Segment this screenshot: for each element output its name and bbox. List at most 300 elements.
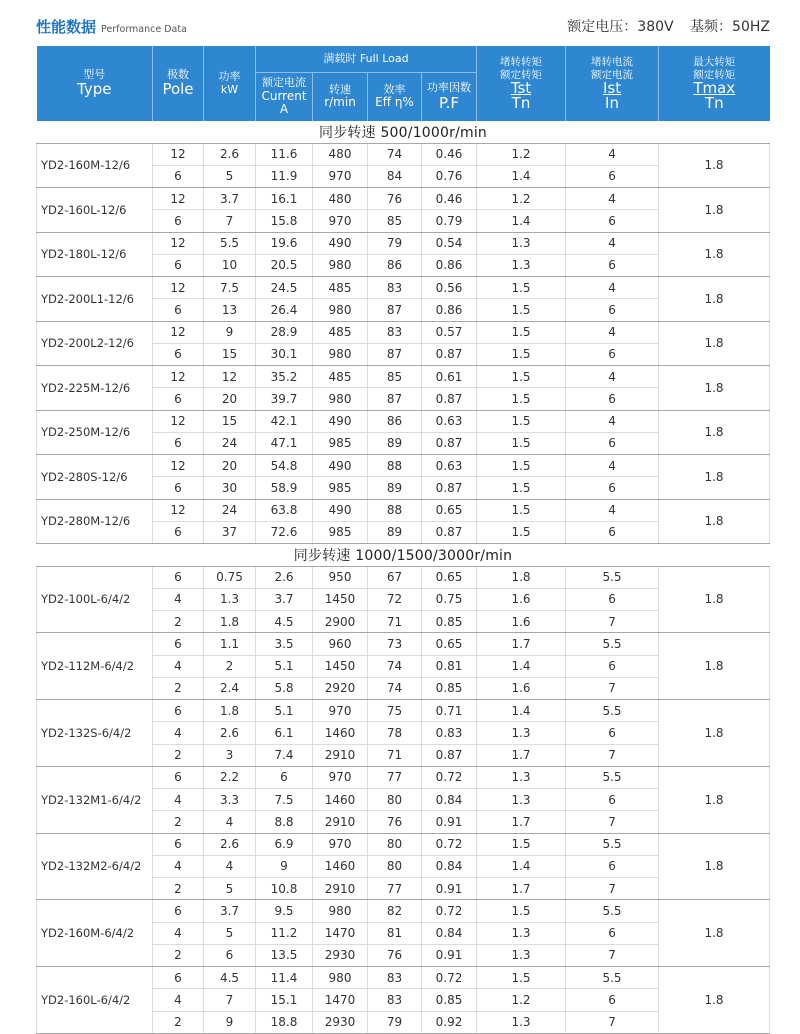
cell-current: 15.1 bbox=[256, 989, 313, 1011]
cell-power-factor: 0.65 bbox=[422, 633, 477, 655]
cell-tst-ratio: 1.3 bbox=[477, 232, 566, 254]
col-full-load: 满载时 Full Load bbox=[256, 46, 477, 73]
cell-ist-ratio: 6 bbox=[566, 722, 659, 744]
cell-ist-ratio: 5.5 bbox=[566, 700, 659, 722]
cell-current: 16.1 bbox=[256, 188, 313, 210]
cell-power: 5 bbox=[204, 878, 256, 900]
cell-pole: 2 bbox=[153, 744, 204, 766]
cell-ist-ratio: 5.5 bbox=[566, 967, 659, 989]
cell-current: 11.9 bbox=[256, 165, 313, 187]
cell-tst-ratio: 1.5 bbox=[477, 499, 566, 521]
table-row bbox=[37, 455, 770, 477]
cell-tmax-ratio: 1.8 bbox=[659, 143, 770, 188]
cell-efficiency: 73 bbox=[368, 633, 422, 655]
model-type: YD2-132M2-6/4/2 bbox=[37, 833, 153, 900]
cell-speed: 2930 bbox=[313, 1011, 368, 1033]
cell-current: 13.5 bbox=[256, 944, 313, 966]
cell-power: 1.8 bbox=[204, 700, 256, 722]
model-type: YD2-132S-6/4/2 bbox=[37, 700, 153, 767]
section-title: 同步转速 500/1000r/min bbox=[37, 121, 770, 143]
cell-power-factor: 0.81 bbox=[422, 655, 477, 677]
cell-power-factor: 0.85 bbox=[422, 611, 477, 633]
model-type: YD2-160L-6/4/2 bbox=[37, 967, 153, 1034]
cell-efficiency: 77 bbox=[368, 878, 422, 900]
cell-tst-ratio: 1.5 bbox=[477, 366, 566, 388]
table-row bbox=[37, 143, 770, 165]
cell-power-factor: 0.87 bbox=[422, 521, 477, 543]
cell-current: 20.5 bbox=[256, 254, 313, 276]
cell-tst-ratio: 1.5 bbox=[477, 455, 566, 477]
cell-tst-ratio: 1.5 bbox=[477, 521, 566, 543]
cell-tst-ratio: 1.3 bbox=[477, 254, 566, 276]
cell-power: 3.7 bbox=[204, 900, 256, 922]
cell-efficiency: 80 bbox=[368, 789, 422, 811]
model-type: YD2-225M-12/6 bbox=[37, 366, 153, 411]
cell-current: 9 bbox=[256, 855, 313, 877]
cell-efficiency: 89 bbox=[368, 477, 422, 499]
cell-speed: 485 bbox=[313, 366, 368, 388]
cell-efficiency: 87 bbox=[368, 299, 422, 321]
cell-pole: 4 bbox=[153, 588, 204, 610]
cell-power: 2 bbox=[204, 655, 256, 677]
cell-power: 9 bbox=[204, 1011, 256, 1033]
cell-current: 28.9 bbox=[256, 321, 313, 343]
cell-speed: 985 bbox=[313, 432, 368, 454]
cell-power-factor: 0.57 bbox=[422, 321, 477, 343]
cell-pole: 2 bbox=[153, 811, 204, 833]
cell-power: 2.2 bbox=[204, 766, 256, 788]
table-row bbox=[37, 277, 770, 299]
cell-pole: 6 bbox=[153, 343, 204, 365]
cell-tst-ratio: 1.5 bbox=[477, 277, 566, 299]
cell-current: 18.8 bbox=[256, 1011, 313, 1033]
model-type: YD2-280M-12/6 bbox=[37, 499, 153, 544]
cell-power-factor: 0.87 bbox=[422, 744, 477, 766]
cell-power-factor: 0.85 bbox=[422, 989, 477, 1011]
table-row bbox=[37, 410, 770, 432]
cell-efficiency: 72 bbox=[368, 588, 422, 610]
cell-power: 4 bbox=[204, 855, 256, 877]
cell-ist-ratio: 7 bbox=[566, 677, 659, 699]
cell-power-factor: 0.72 bbox=[422, 967, 477, 989]
cell-speed: 1470 bbox=[313, 989, 368, 1011]
cell-ist-ratio: 7 bbox=[566, 944, 659, 966]
cell-tst-ratio: 1.3 bbox=[477, 944, 566, 966]
cell-current: 2.6 bbox=[256, 566, 313, 588]
cell-power-factor: 0.84 bbox=[422, 789, 477, 811]
cell-power-factor: 0.63 bbox=[422, 455, 477, 477]
cell-tst-ratio: 1.5 bbox=[477, 477, 566, 499]
cell-efficiency: 85 bbox=[368, 210, 422, 232]
cell-power-factor: 0.72 bbox=[422, 900, 477, 922]
cell-pole: 4 bbox=[153, 655, 204, 677]
cell-efficiency: 80 bbox=[368, 855, 422, 877]
cell-efficiency: 83 bbox=[368, 277, 422, 299]
cell-power: 7 bbox=[204, 989, 256, 1011]
cell-speed: 2900 bbox=[313, 611, 368, 633]
cell-power: 20 bbox=[204, 388, 256, 410]
cell-current: 10.8 bbox=[256, 878, 313, 900]
cell-ist-ratio: 7 bbox=[566, 811, 659, 833]
cell-power-factor: 0.87 bbox=[422, 477, 477, 499]
cell-ist-ratio: 4 bbox=[566, 499, 659, 521]
cell-efficiency: 81 bbox=[368, 922, 422, 944]
cell-ist-ratio: 4 bbox=[566, 277, 659, 299]
table-row bbox=[37, 967, 770, 989]
cell-pole: 2 bbox=[153, 878, 204, 900]
cell-efficiency: 74 bbox=[368, 143, 422, 165]
cell-power: 5.5 bbox=[204, 232, 256, 254]
model-type: YD2-132M1-6/4/2 bbox=[37, 766, 153, 833]
model-type: YD2-250M-12/6 bbox=[37, 410, 153, 455]
cell-ist-ratio: 4 bbox=[566, 232, 659, 254]
col-ist-ratio: 堵转电流 额定电流 Ist In bbox=[566, 46, 659, 121]
col-efficiency: 效率 Eff η% bbox=[368, 73, 422, 122]
cell-pole: 2 bbox=[153, 611, 204, 633]
cell-power-factor: 0.86 bbox=[422, 299, 477, 321]
cell-efficiency: 83 bbox=[368, 989, 422, 1011]
cell-efficiency: 67 bbox=[368, 566, 422, 588]
cell-ist-ratio: 4 bbox=[566, 321, 659, 343]
table-row bbox=[37, 321, 770, 343]
cell-current: 26.4 bbox=[256, 299, 313, 321]
cell-pole: 2 bbox=[153, 1011, 204, 1033]
cell-tst-ratio: 1.4 bbox=[477, 165, 566, 187]
cell-ist-ratio: 5.5 bbox=[566, 633, 659, 655]
cell-efficiency: 86 bbox=[368, 254, 422, 276]
cell-pole: 6 bbox=[153, 388, 204, 410]
cell-ist-ratio: 6 bbox=[566, 299, 659, 321]
col-power: 功率 kW bbox=[204, 46, 256, 121]
cell-tst-ratio: 1.3 bbox=[477, 766, 566, 788]
cell-tst-ratio: 1.4 bbox=[477, 700, 566, 722]
cell-efficiency: 87 bbox=[368, 388, 422, 410]
cell-current: 4.5 bbox=[256, 611, 313, 633]
cell-tst-ratio: 1.6 bbox=[477, 611, 566, 633]
cell-efficiency: 76 bbox=[368, 188, 422, 210]
cell-speed: 1470 bbox=[313, 922, 368, 944]
cell-pole: 6 bbox=[153, 833, 204, 855]
cell-tst-ratio: 1.3 bbox=[477, 1011, 566, 1033]
cell-pole: 6 bbox=[153, 633, 204, 655]
cell-power-factor: 0.76 bbox=[422, 165, 477, 187]
cell-speed: 970 bbox=[313, 700, 368, 722]
cell-current: 63.8 bbox=[256, 499, 313, 521]
cell-ist-ratio: 7 bbox=[566, 878, 659, 900]
col-pole: 极数 Pole bbox=[153, 46, 204, 121]
cell-tst-ratio: 1.5 bbox=[477, 321, 566, 343]
cell-tmax-ratio: 1.8 bbox=[659, 410, 770, 455]
cell-ist-ratio: 6 bbox=[566, 432, 659, 454]
cell-power-factor: 0.92 bbox=[422, 1011, 477, 1033]
cell-speed: 490 bbox=[313, 410, 368, 432]
cell-tst-ratio: 1.7 bbox=[477, 878, 566, 900]
cell-power: 3.7 bbox=[204, 188, 256, 210]
table-row bbox=[37, 566, 770, 588]
cell-tst-ratio: 1.3 bbox=[477, 722, 566, 744]
cell-efficiency: 74 bbox=[368, 677, 422, 699]
table-row bbox=[37, 700, 770, 722]
cell-power: 2.6 bbox=[204, 833, 256, 855]
cell-pole: 12 bbox=[153, 499, 204, 521]
cell-tst-ratio: 1.5 bbox=[477, 900, 566, 922]
cell-speed: 970 bbox=[313, 210, 368, 232]
cell-pole: 6 bbox=[153, 477, 204, 499]
table-row bbox=[37, 188, 770, 210]
cell-power-factor: 0.83 bbox=[422, 722, 477, 744]
cell-tst-ratio: 1.5 bbox=[477, 410, 566, 432]
cell-ist-ratio: 6 bbox=[566, 254, 659, 276]
cell-tst-ratio: 1.7 bbox=[477, 744, 566, 766]
cell-tst-ratio: 1.4 bbox=[477, 210, 566, 232]
cell-power-factor: 0.61 bbox=[422, 366, 477, 388]
cell-power-factor: 0.87 bbox=[422, 343, 477, 365]
cell-pole: 4 bbox=[153, 989, 204, 1011]
table-header bbox=[37, 46, 770, 121]
cell-power: 7.5 bbox=[204, 277, 256, 299]
model-type: YD2-160M-6/4/2 bbox=[37, 900, 153, 967]
cell-tst-ratio: 1.5 bbox=[477, 833, 566, 855]
cell-power: 24 bbox=[204, 432, 256, 454]
cell-power: 15 bbox=[204, 343, 256, 365]
cell-power: 9 bbox=[204, 321, 256, 343]
col-current: 额定电流 Current A bbox=[256, 73, 313, 122]
cell-power: 1.1 bbox=[204, 633, 256, 655]
cell-ist-ratio: 6 bbox=[566, 588, 659, 610]
cell-speed: 980 bbox=[313, 388, 368, 410]
cell-pole: 12 bbox=[153, 143, 204, 165]
cell-tmax-ratio: 1.8 bbox=[659, 188, 770, 233]
cell-power-factor: 0.71 bbox=[422, 700, 477, 722]
cell-ist-ratio: 4 bbox=[566, 366, 659, 388]
cell-power: 7 bbox=[204, 210, 256, 232]
cell-efficiency: 87 bbox=[368, 343, 422, 365]
cell-speed: 985 bbox=[313, 477, 368, 499]
cell-tmax-ratio: 1.8 bbox=[659, 455, 770, 500]
cell-tmax-ratio: 1.8 bbox=[659, 366, 770, 411]
cell-pole: 6 bbox=[153, 521, 204, 543]
cell-current: 5.1 bbox=[256, 700, 313, 722]
table-row bbox=[37, 366, 770, 388]
cell-speed: 970 bbox=[313, 165, 368, 187]
cell-tst-ratio: 1.5 bbox=[477, 967, 566, 989]
cell-efficiency: 76 bbox=[368, 811, 422, 833]
title-english: Performance Data bbox=[101, 24, 187, 35]
page-title bbox=[36, 16, 187, 37]
cell-ist-ratio: 7 bbox=[566, 611, 659, 633]
table-row bbox=[37, 499, 770, 521]
cell-speed: 960 bbox=[313, 633, 368, 655]
cell-pole: 6 bbox=[153, 700, 204, 722]
cell-tst-ratio: 1.3 bbox=[477, 789, 566, 811]
cell-pole: 12 bbox=[153, 366, 204, 388]
cell-power-factor: 0.75 bbox=[422, 588, 477, 610]
cell-speed: 490 bbox=[313, 455, 368, 477]
cell-speed: 1450 bbox=[313, 588, 368, 610]
cell-speed: 480 bbox=[313, 143, 368, 165]
table-row bbox=[37, 833, 770, 855]
cell-speed: 950 bbox=[313, 566, 368, 588]
cell-current: 24.5 bbox=[256, 277, 313, 299]
cell-speed: 980 bbox=[313, 254, 368, 276]
cell-ist-ratio: 5.5 bbox=[566, 566, 659, 588]
cell-tmax-ratio: 1.8 bbox=[659, 499, 770, 544]
cell-tmax-ratio: 1.8 bbox=[659, 967, 770, 1034]
table-row bbox=[37, 900, 770, 922]
cell-tst-ratio: 1.5 bbox=[477, 432, 566, 454]
cell-ist-ratio: 6 bbox=[566, 210, 659, 232]
cell-pole: 12 bbox=[153, 188, 204, 210]
cell-power: 2.6 bbox=[204, 722, 256, 744]
model-type: YD2-160M-12/6 bbox=[37, 143, 153, 188]
cell-current: 3.7 bbox=[256, 588, 313, 610]
cell-pole: 12 bbox=[153, 321, 204, 343]
cell-power: 4 bbox=[204, 811, 256, 833]
cell-power: 24 bbox=[204, 499, 256, 521]
cell-efficiency: 82 bbox=[368, 900, 422, 922]
cell-ist-ratio: 6 bbox=[566, 855, 659, 877]
cell-power: 3 bbox=[204, 744, 256, 766]
cell-ist-ratio: 6 bbox=[566, 789, 659, 811]
cell-current: 11.4 bbox=[256, 967, 313, 989]
cell-speed: 490 bbox=[313, 499, 368, 521]
cell-power-factor: 0.87 bbox=[422, 388, 477, 410]
cell-pole: 2 bbox=[153, 677, 204, 699]
cell-pole: 4 bbox=[153, 922, 204, 944]
cell-power: 12 bbox=[204, 366, 256, 388]
cell-efficiency: 88 bbox=[368, 455, 422, 477]
cell-current: 58.9 bbox=[256, 477, 313, 499]
cell-current: 11.6 bbox=[256, 143, 313, 165]
cell-speed: 980 bbox=[313, 900, 368, 922]
cell-power-factor: 0.56 bbox=[422, 277, 477, 299]
cell-speed: 1460 bbox=[313, 722, 368, 744]
cell-tst-ratio: 1.7 bbox=[477, 811, 566, 833]
section-header bbox=[37, 121, 770, 143]
cell-power: 2.4 bbox=[204, 677, 256, 699]
cell-tmax-ratio: 1.8 bbox=[659, 232, 770, 277]
cell-efficiency: 84 bbox=[368, 165, 422, 187]
cell-tst-ratio: 1.6 bbox=[477, 588, 566, 610]
cell-power-factor: 0.65 bbox=[422, 566, 477, 588]
cell-power: 15 bbox=[204, 410, 256, 432]
cell-power: 30 bbox=[204, 477, 256, 499]
cell-tst-ratio: 1.2 bbox=[477, 989, 566, 1011]
page-header bbox=[0, 0, 800, 46]
cell-current: 11.2 bbox=[256, 922, 313, 944]
col-tmax-ratio: 最大转矩 额定转矩 Tmax Tn bbox=[659, 46, 770, 121]
cell-efficiency: 74 bbox=[368, 655, 422, 677]
cell-current: 8.8 bbox=[256, 811, 313, 833]
cell-tst-ratio: 1.6 bbox=[477, 677, 566, 699]
cell-speed: 985 bbox=[313, 521, 368, 543]
cell-efficiency: 80 bbox=[368, 833, 422, 855]
cell-speed: 980 bbox=[313, 299, 368, 321]
cell-power-factor: 0.72 bbox=[422, 766, 477, 788]
cell-current: 72.6 bbox=[256, 521, 313, 543]
cell-tst-ratio: 1.4 bbox=[477, 855, 566, 877]
cell-pole: 6 bbox=[153, 900, 204, 922]
col-type: 型号 Type bbox=[37, 46, 153, 121]
cell-current: 6.1 bbox=[256, 722, 313, 744]
table-row bbox=[37, 766, 770, 788]
cell-ist-ratio: 4 bbox=[566, 143, 659, 165]
cell-efficiency: 86 bbox=[368, 410, 422, 432]
cell-tst-ratio: 1.7 bbox=[477, 633, 566, 655]
cell-power: 4.5 bbox=[204, 967, 256, 989]
cell-tmax-ratio: 1.8 bbox=[659, 833, 770, 900]
cell-tst-ratio: 1.3 bbox=[477, 922, 566, 944]
cell-pole: 6 bbox=[153, 299, 204, 321]
cell-efficiency: 78 bbox=[368, 722, 422, 744]
cell-current: 3.5 bbox=[256, 633, 313, 655]
cell-current: 39.7 bbox=[256, 388, 313, 410]
cell-tst-ratio: 1.2 bbox=[477, 188, 566, 210]
table-row bbox=[37, 633, 770, 655]
cell-power-factor: 0.91 bbox=[422, 811, 477, 833]
cell-ist-ratio: 4 bbox=[566, 188, 659, 210]
cell-current: 30.1 bbox=[256, 343, 313, 365]
model-type: YD2-200L2-12/6 bbox=[37, 321, 153, 366]
cell-pole: 6 bbox=[153, 766, 204, 788]
model-type: YD2-180L-12/6 bbox=[37, 232, 153, 277]
cell-current: 6 bbox=[256, 766, 313, 788]
cell-power: 2.6 bbox=[204, 143, 256, 165]
cell-power: 3.3 bbox=[204, 789, 256, 811]
cell-speed: 480 bbox=[313, 188, 368, 210]
cell-speed: 970 bbox=[313, 833, 368, 855]
cell-power-factor: 0.72 bbox=[422, 833, 477, 855]
model-type: YD2-200L1-12/6 bbox=[37, 277, 153, 322]
cell-power-factor: 0.54 bbox=[422, 232, 477, 254]
cell-ist-ratio: 6 bbox=[566, 388, 659, 410]
cell-ist-ratio: 5.5 bbox=[566, 900, 659, 922]
model-type: YD2-100L-6/4/2 bbox=[37, 566, 153, 633]
base-frequency: 基频：50HZ bbox=[690, 19, 770, 35]
col-power-factor: 功率因数 P.F bbox=[422, 73, 477, 122]
cell-current: 5.1 bbox=[256, 655, 313, 677]
cell-ist-ratio: 6 bbox=[566, 655, 659, 677]
rated-voltage: 额定电压：380V bbox=[567, 19, 674, 35]
cell-tst-ratio: 1.5 bbox=[477, 343, 566, 365]
cell-power: 20 bbox=[204, 455, 256, 477]
cell-pole: 12 bbox=[153, 455, 204, 477]
cell-speed: 2910 bbox=[313, 878, 368, 900]
cell-pole: 6 bbox=[153, 165, 204, 187]
cell-speed: 1460 bbox=[313, 789, 368, 811]
cell-pole: 12 bbox=[153, 410, 204, 432]
cell-current: 47.1 bbox=[256, 432, 313, 454]
cell-ist-ratio: 6 bbox=[566, 477, 659, 499]
cell-power-factor: 0.65 bbox=[422, 499, 477, 521]
cell-power: 37 bbox=[204, 521, 256, 543]
cell-tst-ratio: 1.5 bbox=[477, 299, 566, 321]
cell-efficiency: 89 bbox=[368, 432, 422, 454]
cell-power: 5 bbox=[204, 922, 256, 944]
cell-tmax-ratio: 1.8 bbox=[659, 700, 770, 767]
cell-ist-ratio: 7 bbox=[566, 744, 659, 766]
cell-current: 7.5 bbox=[256, 789, 313, 811]
cell-tst-ratio: 1.5 bbox=[477, 388, 566, 410]
cell-pole: 2 bbox=[153, 944, 204, 966]
cell-efficiency: 83 bbox=[368, 967, 422, 989]
cell-tmax-ratio: 1.8 bbox=[659, 766, 770, 833]
cell-current: 5.8 bbox=[256, 677, 313, 699]
cell-power-factor: 0.91 bbox=[422, 944, 477, 966]
cell-speed: 485 bbox=[313, 321, 368, 343]
cell-efficiency: 88 bbox=[368, 499, 422, 521]
cell-efficiency: 79 bbox=[368, 232, 422, 254]
